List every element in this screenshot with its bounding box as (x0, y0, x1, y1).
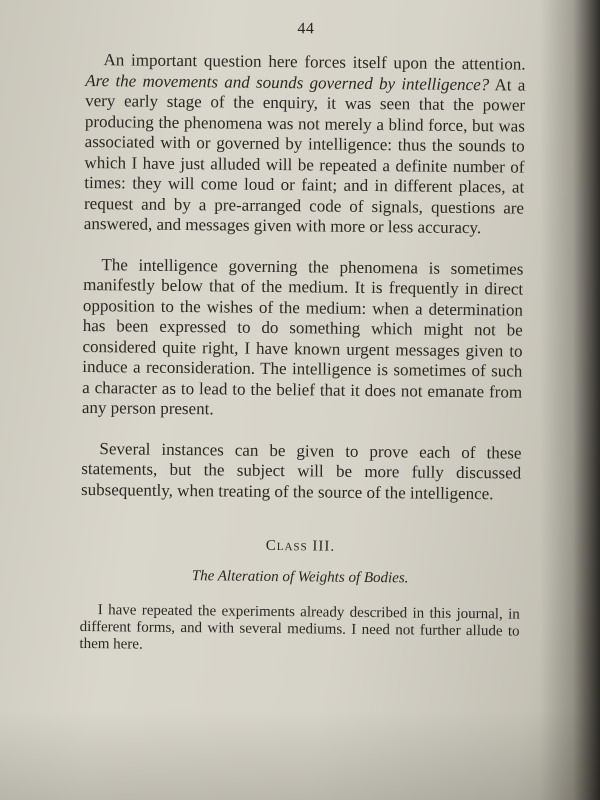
paragraph-1-italic-question: Are the movements and sounds governed by intelligence? (85, 70, 490, 94)
page-content (79, 18, 526, 678)
paragraph-2-text: The intelligence governing the phenomena is sometimes manifestly below that of the medium. It is frequently in direct opposition to the wishes of the medium: when a determination has been expressed to do something which might not be considered quite right, I have known urgent messages given to induce a reconsideration. The intelligence is sometimes of such a character as to lead to the belief that it does not emanate from any person present. (81, 254, 524, 419)
paragraph-4 (79, 602, 520, 658)
paragraph-4-text: I have repeated the experiments already described in this journal, in different forms, and with several mediums. I need not further allude to them here. (79, 602, 520, 653)
paragraph-1-text-a: An important question here forces itself upon the attention. (103, 50, 526, 74)
paragraph-3 (81, 438, 522, 504)
paragraph-1 (84, 50, 526, 239)
paragraph-1-text-b: At a very early stage of the enquiry, it was seen that the power producing the phenomena was not merely a blind force, but was associated with or governed by intelligence: thus the sounds to which I have just alluded will be repeated a definite number of times: they will come loud or faint; and in different places, at request and by a pre-arranged code of signals, questions are answered, and messages given with more or less accuracy. (83, 74, 526, 238)
page-number: 44 (297, 20, 315, 38)
paragraph-3-text: Several instances can be given to prove each of these statements, but the subject will be more fully discussed subsequently, when treating of the source of the intelligence. (80, 438, 522, 503)
section-subheading: The Alteration of Weights of Bodies. (191, 568, 409, 587)
class-heading: Class III. (265, 537, 336, 555)
page-binding-shadow (540, 0, 600, 800)
page-shadow-bottom (0, 710, 600, 800)
paragraph-2 (82, 254, 524, 423)
